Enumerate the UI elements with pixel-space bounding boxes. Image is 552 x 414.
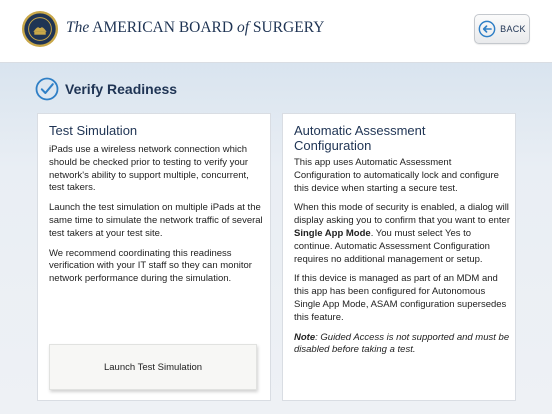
- paragraph: iPads use a wireless network connection which should be checked prior to testing to verify your network's ability to support multiple, concurrent, test takers.: [49, 144, 249, 194]
- page-title: Verify Readiness: [65, 81, 178, 97]
- paragraph: If this device is managed as part of an MDM and this app has been configured for Autonomous Single App Mode, ASAM configuration supersedes this feature.: [294, 273, 507, 323]
- test-simulation-title: Test Simulation: [49, 123, 138, 138]
- board-seal-icon: [21, 10, 59, 48]
- note-paragraph: Note: Guided Access is not supported and must be disabled before taking a test.: [294, 331, 510, 356]
- paragraph: When this mode of security is enabled, a dialog will display asking you to confirm that you want to enter Single App Mode. You must select Yes to continue. Automatic Assessment Configuration requires no additional management or setup.: [294, 202, 510, 265]
- paragraph: This app uses Automatic Assessment Configuration to automatically lock and configure this device when starting a secure test.: [294, 157, 499, 194]
- board-title: The AMERICAN BOARD of SURGERY: [66, 19, 325, 36]
- test-simulation-body: [49, 144, 265, 293]
- paragraph: We recommend coordinating this readiness verification with your IT staff so they can monitor network performance during the simulation.: [49, 247, 252, 285]
- check-circle-icon: [35, 77, 59, 101]
- assessment-config-card: [282, 113, 516, 401]
- launch-test-simulation-button[interactable]: Launch Test Simulation: [49, 344, 257, 390]
- test-simulation-card: [37, 113, 271, 401]
- assessment-config-title: Automatic Assessment Configuration: [294, 123, 426, 153]
- back-arrow-circle-icon: [478, 20, 496, 38]
- assessment-config-body: [294, 157, 510, 364]
- verify-heading: [35, 77, 177, 101]
- app-header: [0, 0, 552, 63]
- back-button[interactable]: [474, 14, 530, 44]
- paragraph: Launch the test simulation on multiple iPads at the same time to simulate the network traffic of several test takers at your test site.: [49, 202, 263, 239]
- back-button-label: BACK: [500, 24, 526, 34]
